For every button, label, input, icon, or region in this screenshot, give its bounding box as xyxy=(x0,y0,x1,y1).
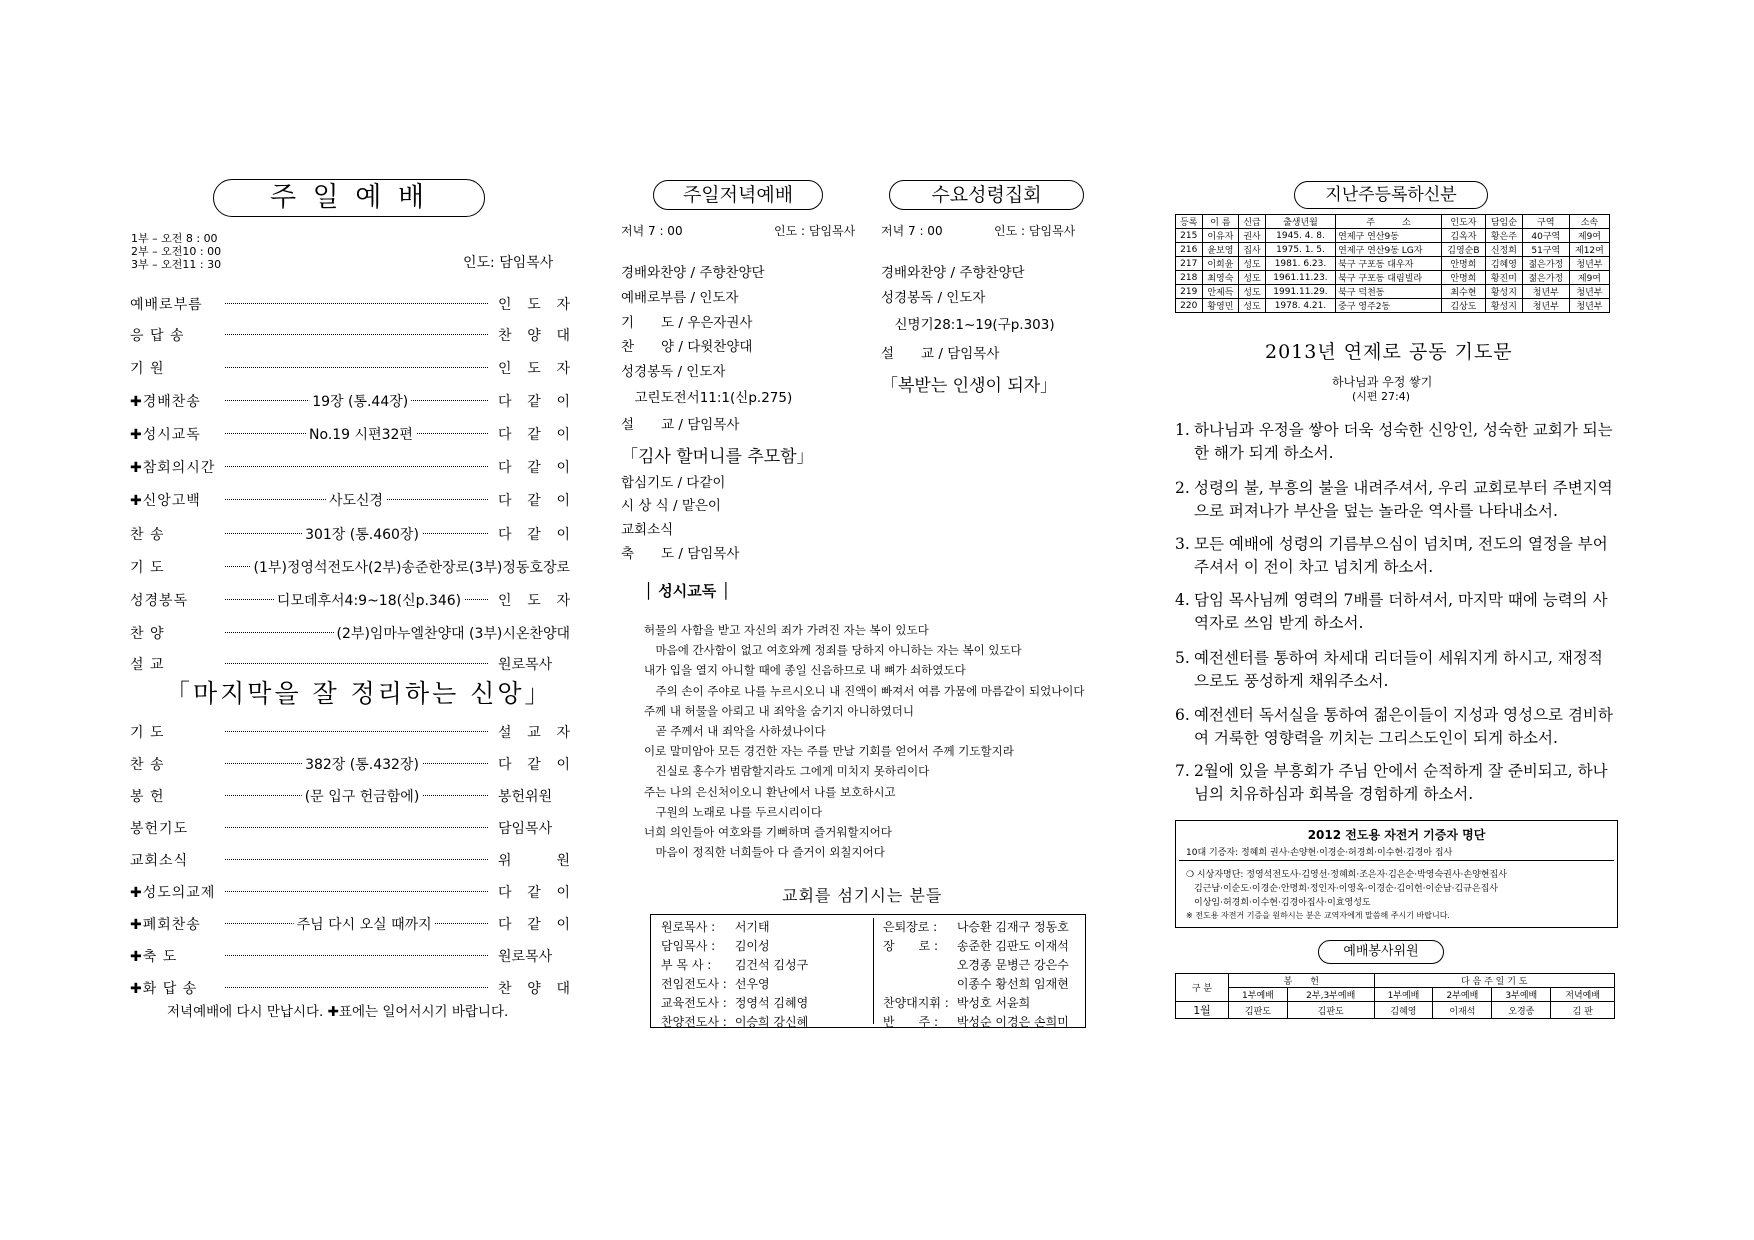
reg-cell: 1991.11.29. xyxy=(1265,285,1335,299)
reg-cell: 북구 구포동 대림빌라 xyxy=(1336,271,1442,285)
reg-row xyxy=(1176,229,1610,243)
order-label: 설 교 xyxy=(130,657,165,673)
prayer-subtitle: 하나님과 우정 쌓기 xyxy=(1332,375,1433,389)
leader-label: 인도: 담임목사 xyxy=(463,255,554,271)
helper-role: 담임목사 : xyxy=(661,939,716,953)
helper-row xyxy=(879,974,1073,993)
helper-names: 나승환 김재구 정동호 xyxy=(956,920,1069,934)
donors-line-1: ❍ 시상자명단: 정영석전도사·김영선·정혜희·조은자·김은순·박영숙권사·손양현집사 xyxy=(1186,870,1507,880)
helper-names: 이승희 강신혜 xyxy=(734,1015,809,1029)
donors-line-2: 김근남·이순도·이경순·안명희·정인자·이영옥·이경순·김이헌·이순남·김규은집사 xyxy=(1194,884,1498,894)
order-label: 찬 양 xyxy=(130,626,165,642)
reg-cell: 황성지 xyxy=(1485,285,1522,299)
reg-cell: 연제구 연산9동 LG자 xyxy=(1336,243,1442,257)
prayer-number: 7. xyxy=(1175,762,1190,780)
helper-role: 부 목 사 : xyxy=(661,958,712,972)
order-detail: 디모데후서4:9~18(신p.346) xyxy=(274,590,464,610)
helper-row xyxy=(879,936,1073,955)
prayer-text: 예전센터를 통하여 차세대 리더들이 세워지게 하시고, 재정적으로도 풍성하게 채워주소서. xyxy=(1194,649,1603,690)
order-label: 찬 송 xyxy=(130,527,165,543)
order-role: 인 도 자 xyxy=(498,297,570,313)
service-times xyxy=(131,232,221,271)
reg-cell: 217 xyxy=(1176,257,1203,271)
reg-cell: 제9여 xyxy=(1569,271,1609,285)
duty-subheader-cell: 3부예배 xyxy=(1492,988,1551,1002)
reg-cell: 219 xyxy=(1176,285,1203,299)
prayer-number: 6. xyxy=(1175,706,1190,724)
order-detail: (1부)정영석전도사(2부)송준한장로(3부)정동호장로 xyxy=(251,557,570,577)
reading-line: 주의 손이 주야로 나를 누르시오니 내 진액이 빠져서 여름 가뭄에 마름같이 되었나이다 xyxy=(644,683,1085,698)
order-label: 봉 헌 xyxy=(130,789,165,805)
reg-cell: 젊은가정 xyxy=(1522,271,1569,285)
helper-names: 김이성 xyxy=(734,939,770,953)
order-row xyxy=(130,786,570,806)
helper-role: 은퇴장로 : xyxy=(883,920,938,934)
reg-header-row xyxy=(1176,215,1610,229)
order-dots xyxy=(225,466,488,467)
reg-row xyxy=(1176,299,1610,313)
order-label: 기 도 xyxy=(130,560,165,576)
order-row xyxy=(130,325,570,345)
order-detail: No.19 시편32편 xyxy=(306,424,416,444)
reg-cell: 청년부 xyxy=(1569,285,1609,299)
order-label: 응 답 송 xyxy=(130,328,185,344)
program-item: 「복받는 인생이 되자」 xyxy=(881,376,1058,396)
sermon-title: 「마지막을 잘 정리하는 신앙」 xyxy=(165,679,553,708)
helpers-title: 교회를 섬기시는 분들 xyxy=(782,886,943,905)
donors-note: ※ 전도용 자전거 기증을 원하시는 분은 교역자에게 말씀해 주시기 바랍니다. xyxy=(1186,911,1450,920)
order-label: 기 원 xyxy=(130,361,165,377)
order-label: 찬 송 xyxy=(130,757,165,773)
program-item: 찬 양 / 다윗찬양대 xyxy=(621,339,753,355)
duty-subheader-cell: 2부예배 xyxy=(1433,988,1492,1002)
reg-cell: 황은주 xyxy=(1485,229,1522,243)
prayer-number: 4. xyxy=(1175,591,1190,609)
order-row xyxy=(130,294,570,314)
reading-line: 마음에 간사함이 없고 여호와께 정죄를 당하지 아니하는 자는 복이 있도다 xyxy=(644,643,1022,658)
helper-row xyxy=(657,993,812,1012)
helper-role xyxy=(879,974,953,993)
service-time-3: 3부 – 오전11 : 30 xyxy=(131,258,222,271)
prayer-title: 2013년 연제로 공동 기도문 xyxy=(1265,341,1513,363)
prayer-number: 2. xyxy=(1175,479,1190,497)
program-item: 예배로부름 / 인도자 xyxy=(621,290,739,306)
helper-row xyxy=(657,917,812,936)
wednesday-worship-title-box xyxy=(889,180,1084,210)
reg-cell: 청년부 xyxy=(1569,257,1609,271)
reg-row xyxy=(1176,271,1610,285)
program-item: 고린도전서11:1(신p.275) xyxy=(621,390,793,406)
order-detail: (문 입구 헌금함에) xyxy=(302,786,423,806)
order-role: 찬 양 대 xyxy=(498,981,570,997)
reg-cell: 김상도 xyxy=(1441,299,1485,313)
reg-cell: 신정희 xyxy=(1485,243,1522,257)
order-label: ✚축 도 xyxy=(130,949,178,965)
duty-subheader-cell: 저녁예배 xyxy=(1551,988,1615,1002)
duty-title-box xyxy=(1318,940,1444,964)
prayer-item xyxy=(1175,589,1615,635)
helper-names: 오경종 문병근 강은수 xyxy=(956,958,1069,972)
reg-cell: 북구 구포동 대우자 xyxy=(1336,257,1442,271)
program-item: 경배와찬양 / 주향찬양단 xyxy=(881,265,1025,281)
reg-cell: 성도 xyxy=(1239,285,1266,299)
order-row xyxy=(130,818,570,838)
reg-cell: 1981. 6.23. xyxy=(1265,257,1335,271)
reg-cell: 218 xyxy=(1176,271,1203,285)
helper-row xyxy=(657,1012,812,1031)
prayer-item xyxy=(1175,760,1615,806)
helper-role: 반 주 : xyxy=(883,1015,939,1029)
prayer-text: 모든 예배에 성령의 기름부으심이 넘치며, 전도의 열정을 부어주셔서 이 전이 차고 넘치게 하소서. xyxy=(1194,535,1608,576)
order-row xyxy=(130,424,570,444)
duty-cell: 김판도 xyxy=(1229,1002,1288,1019)
reg-cell: 1975. 1. 5. xyxy=(1265,243,1335,257)
reg-cell: 제9여 xyxy=(1569,229,1609,243)
evening-leader: 인도 : 담임목사 xyxy=(774,224,856,238)
helpers-box xyxy=(650,914,1086,1028)
duty-title: 예배봉사위원 xyxy=(1343,944,1419,959)
order-label: 교회소식 xyxy=(130,853,189,869)
helper-role: 찬양전도사 : xyxy=(661,1015,727,1029)
reading-line: 허물의 사함을 받고 자신의 죄가 가려진 자는 복이 있도다 xyxy=(644,623,929,637)
evening-time: 저녁 7 : 00 xyxy=(621,224,683,238)
program-item: 「김사 할머니를 추모함」 xyxy=(621,447,814,467)
order-role: 인 도 자 xyxy=(498,593,570,609)
order-dots xyxy=(225,731,488,732)
duty-subheader-cell: 1부예배 xyxy=(1229,988,1288,1002)
prayer-text: 2월에 있을 부흥회가 주님 안에서 순적하게 잘 준비되고, 하나님의 치유하심과 회복을 경험하게 하소서. xyxy=(1194,762,1608,803)
reg-cell: 젊은가정 xyxy=(1522,257,1569,271)
reg-cell: 1945. 4. 8. xyxy=(1265,229,1335,243)
service-time-1: 1부 – 오전 8 : 00 xyxy=(131,232,218,245)
order-row xyxy=(130,978,570,998)
order-role: 다 같 이 xyxy=(498,493,570,509)
helper-role: 찬양대지휘 : xyxy=(883,996,949,1010)
order-dots xyxy=(225,987,488,988)
service-time-2: 2부 – 오전10 : 00 xyxy=(131,245,222,258)
duty-cell: 김판도 xyxy=(1287,1002,1374,1019)
order-row xyxy=(130,457,570,477)
bicycle-donors-box xyxy=(1175,820,1618,928)
duty-cell: 1월 xyxy=(1176,1002,1229,1019)
reg-cell: 51구역 xyxy=(1522,243,1569,257)
evening-worship-title: 주일저녁예배 xyxy=(682,184,794,206)
program-item: 설 교 / 담임목사 xyxy=(881,346,1000,362)
reg-cell: 220 xyxy=(1176,299,1203,313)
reg-cell: 216 xyxy=(1176,243,1203,257)
responsive-reading-title: │ 성시교독 │ xyxy=(644,582,731,600)
prayer-number: 1. xyxy=(1175,421,1190,439)
program-item: 신명기28:1~19(구p.303) xyxy=(881,317,1055,333)
reading-line: 구원의 노래로 나를 두르시리이다 xyxy=(644,804,822,819)
order-label: ✚성시교독 xyxy=(130,427,201,443)
order-row xyxy=(130,623,570,643)
order-dots xyxy=(225,367,488,368)
order-row xyxy=(130,654,570,674)
reg-cell: 김옥자 xyxy=(1441,229,1485,243)
helper-row xyxy=(657,955,812,974)
helpers-divider xyxy=(873,918,874,1024)
reading-line: 주는 나의 은신처이오니 환난에서 나를 보호하시고 xyxy=(644,784,896,799)
reg-cell: 북구 덕천동 xyxy=(1336,285,1442,299)
registration-table xyxy=(1175,214,1610,313)
reg-cell: 최영숙 xyxy=(1202,271,1239,285)
donors-line-3: 이상임·허경희·이수현·김경아집사·이효영성도 xyxy=(1194,898,1371,908)
program-item: 합심기도 / 다같이 xyxy=(621,475,726,491)
wednesday-worship-title: 수요성령집회 xyxy=(931,184,1042,206)
helper-names: 선우영 xyxy=(734,977,770,991)
order-label: ✚폐회찬송 xyxy=(130,917,201,933)
helpers-left xyxy=(657,917,812,1031)
order-role: 다 같 이 xyxy=(498,885,570,901)
helper-names: 정영석 김혜영 xyxy=(734,996,809,1010)
order-role: 다 같 이 xyxy=(498,460,570,476)
prayer-number: 5. xyxy=(1175,649,1190,667)
order-label: 기 도 xyxy=(130,725,165,741)
duty-subheader-cell: 2부,3부예배 xyxy=(1287,988,1374,1002)
order-detail: 주님 다시 오실 때까지 xyxy=(294,914,435,934)
prayer-text: 하나님과 우정을 쌓아 더욱 성숙한 신앙인, 성숙한 교회가 되는 한 해가 되게 하소서. xyxy=(1194,421,1613,462)
prayer-item xyxy=(1175,533,1615,579)
reg-cell: 1961.11.23. xyxy=(1265,271,1335,285)
order-label: 봉헌기도 xyxy=(130,821,189,837)
order-label: ✚경배찬송 xyxy=(130,394,201,410)
order-row xyxy=(130,391,570,411)
reg-cell: 연제구 연산9동 xyxy=(1336,229,1442,243)
reg-header-cell: 주 소 xyxy=(1336,215,1442,229)
helper-names: 송준한 김판도 이재석 xyxy=(956,939,1069,953)
order-label: 예배로부름 xyxy=(130,297,203,313)
helper-row xyxy=(879,993,1073,1012)
reg-cell: 40구역 xyxy=(1522,229,1569,243)
reg-row xyxy=(1176,243,1610,257)
duty-header-cell: 봉 헌 xyxy=(1229,974,1375,988)
reg-row xyxy=(1176,285,1610,299)
order-detail: 사도신경 xyxy=(326,490,386,510)
order-role: 원로목사 xyxy=(498,657,553,673)
order-role: 인 도 자 xyxy=(498,361,570,377)
helper-row xyxy=(657,936,812,955)
order-row xyxy=(130,914,570,934)
helper-row xyxy=(879,917,1073,936)
reading-line: 진실로 홍수가 범람할지라도 그에게 미치지 못하리이다 xyxy=(644,764,930,779)
prayer-text: 예전센터 독서실을 통하여 젊은이들이 지성과 영성으로 겸비하여 거룩한 영향력을 끼치는 그리스도인이 되게 하소서. xyxy=(1194,706,1613,747)
duty-subheader-row xyxy=(1176,988,1615,1002)
order-detail: 301장 (통.460장) xyxy=(302,524,422,544)
program-item: 기 도 / 우은자권사 xyxy=(621,315,753,331)
order-dots xyxy=(225,955,488,956)
helper-role xyxy=(879,955,953,974)
helper-role: 교육전도사 : xyxy=(661,996,727,1010)
helper-names: 이종수 황선희 임재현 xyxy=(956,977,1069,991)
prayer-item xyxy=(1175,419,1615,465)
sunday-worship-title: 주 일 예 배 xyxy=(269,182,429,213)
reg-cell: 이유자 xyxy=(1202,229,1239,243)
duty-row xyxy=(1176,1002,1615,1019)
order-label: ✚신앙고백 xyxy=(130,493,201,509)
prayer-item xyxy=(1175,477,1615,523)
reg-cell: 성도 xyxy=(1239,271,1266,285)
order-role: 원로목사 xyxy=(498,949,553,965)
helper-role: 원로목사 : xyxy=(661,920,716,934)
reg-cell: 청년부 xyxy=(1569,299,1609,313)
helper-role: 전임전도사 : xyxy=(661,977,727,991)
reading-line: 곧 주께서 내 죄악을 사하셨나이다 xyxy=(644,724,826,738)
order-label: ✚화 답 송 xyxy=(130,981,198,997)
duty-cell: 이재석 xyxy=(1433,1002,1492,1019)
reg-cell: 제12여 xyxy=(1569,243,1609,257)
reg-cell: 황영민 xyxy=(1202,299,1239,313)
reading-line: 너희 의인들아 여호와를 기뻐하며 즐거워할지어다 xyxy=(644,825,892,839)
order-row xyxy=(130,946,570,966)
reg-cell: 성도 xyxy=(1239,257,1266,271)
prayer-item xyxy=(1175,704,1615,750)
bicycle-donors-title: 2012 전도용 자전거 기증자 명단 xyxy=(1307,828,1486,842)
reg-header-cell: 구역 xyxy=(1522,215,1569,229)
reg-header-cell: 등록 xyxy=(1176,215,1203,229)
order-role: 설 교 자 xyxy=(498,725,570,741)
reg-cell: 안명희 xyxy=(1441,271,1485,285)
reg-cell: 권사 xyxy=(1239,229,1266,243)
helper-row xyxy=(879,1012,1073,1031)
duty-cell: 김 판 xyxy=(1551,1002,1615,1019)
order-row xyxy=(130,590,570,610)
program-item: 성경봉독 / 인도자 xyxy=(621,364,726,380)
order-role: 찬 양 대 xyxy=(498,328,570,344)
prayer-text: 담임 목사님께 영력의 7배를 더하셔서, 마지막 때에 능력의 사역자로 쓰임 받게 하소서. xyxy=(1194,591,1608,632)
order-row xyxy=(130,722,570,742)
prayer-item xyxy=(1175,647,1615,693)
order-dots xyxy=(225,891,488,892)
reading-line: 주께 내 허물을 아뢰고 내 죄악을 숨기지 아니하였더니 xyxy=(644,703,914,718)
order-row xyxy=(130,850,570,870)
wed-time: 저녁 7 : 00 xyxy=(881,224,943,238)
sunday-worship-title-box xyxy=(213,179,485,217)
reg-cell: 1978. 4.21. xyxy=(1265,299,1335,313)
reg-cell: 집사 xyxy=(1239,243,1266,257)
helper-names: 박성순 이경은 손희미 xyxy=(956,1015,1069,1029)
donors-divider xyxy=(1179,860,1614,861)
reading-line: 마음이 정직한 너희들아 다 즐거이 외칠지어다 xyxy=(644,845,885,860)
order-role: 다 같 이 xyxy=(498,427,570,443)
reg-cell: 김혜영 xyxy=(1485,257,1522,271)
program-item: 시 상 식 / 맡은이 xyxy=(621,498,721,514)
reg-header-cell: 인도자 xyxy=(1441,215,1485,229)
helpers-right xyxy=(879,917,1073,1031)
reg-cell: 청년부 xyxy=(1522,285,1569,299)
order-dots xyxy=(225,303,488,304)
order-dots xyxy=(225,827,488,828)
reg-cell: 윤보영 xyxy=(1202,243,1239,257)
reg-cell: 최수현 xyxy=(1441,285,1485,299)
duty-cell: 김혜영 xyxy=(1374,1002,1433,1019)
order-role: 다 같 이 xyxy=(498,527,570,543)
reg-cell: 215 xyxy=(1176,229,1203,243)
order-detail: (2부)임마누엘찬양대 (3부)시온찬양대 xyxy=(334,623,570,643)
helper-names: 서기태 xyxy=(734,920,770,934)
reg-cell: 성도 xyxy=(1239,299,1266,313)
order-row xyxy=(130,754,570,774)
order-dots xyxy=(225,663,488,664)
order-role: 위 원 xyxy=(498,853,570,869)
reg-cell: 이희윤 xyxy=(1202,257,1239,271)
helper-role: 장 로 : xyxy=(883,939,939,953)
footer-note: 저녁예배에 다시 만납시다. ✚표에는 일어서시기 바랍니다. xyxy=(167,1004,509,1020)
wed-leader: 인도 : 담임목사 xyxy=(994,224,1076,238)
order-detail: 382장 (통.432장) xyxy=(302,754,422,774)
order-row xyxy=(130,557,570,577)
duty-header-cell: 다 음 주 일 기 도 xyxy=(1374,974,1614,988)
prayer-reference: (시편 27:4) xyxy=(1352,390,1411,403)
order-row xyxy=(130,524,570,544)
reg-row xyxy=(1176,257,1610,271)
duty-table xyxy=(1175,973,1615,1019)
program-item: 성경봉독 / 인도자 xyxy=(881,290,986,306)
registration-title-box xyxy=(1294,181,1488,209)
registration-title: 지난주등록하신분 xyxy=(1325,185,1457,205)
order-role: 봉헌위원 xyxy=(498,789,553,805)
order-row xyxy=(130,882,570,902)
order-role: 다 같 이 xyxy=(498,917,570,933)
reg-cell: 중구 영주2동 xyxy=(1336,299,1442,313)
order-detail: 19장 (통.44장) xyxy=(309,391,411,411)
prayer-number: 3. xyxy=(1175,535,1190,553)
reg-header-cell: 신급 xyxy=(1239,215,1266,229)
order-dots xyxy=(225,334,488,335)
reading-line: 이로 말미암아 모든 경건한 자는 주를 만날 기회를 얻어서 주께 기도할지라 xyxy=(644,744,1014,759)
helper-row xyxy=(657,974,812,993)
program-item: 축 도 / 담임목사 xyxy=(621,546,740,562)
order-row xyxy=(130,358,570,378)
order-row xyxy=(130,490,570,510)
evening-worship-title-box xyxy=(653,180,823,210)
program-item: 교회소식 xyxy=(621,522,674,538)
program-item: 설 교 / 담임목사 xyxy=(621,417,740,433)
order-label: ✚성도의교제 xyxy=(130,885,216,901)
reg-cell: 안명희 xyxy=(1441,257,1485,271)
reg-cell: 김영순B xyxy=(1441,243,1485,257)
donors-top10: 10대 기증자: 정혜희 권사·손양현·이경순·허경희·이수현·김경아 집사 xyxy=(1186,848,1453,858)
reg-cell: 황성지 xyxy=(1485,299,1522,313)
order-role: 다 같 이 xyxy=(498,757,570,773)
reg-header-cell: 소속 xyxy=(1569,215,1609,229)
duty-header-row xyxy=(1176,974,1615,988)
program-item: 경배와찬양 / 주향찬양단 xyxy=(621,265,765,281)
prayer-text: 성령의 불, 부흥의 불을 내려주셔서, 우리 교회로부터 주변지역으로 퍼져나가 부산을 덮는 놀라운 역사를 나타내소서. xyxy=(1194,479,1613,520)
reg-cell: 안제득 xyxy=(1202,285,1239,299)
order-dots xyxy=(225,859,488,860)
order-label: ✚참회의시간 xyxy=(130,460,216,476)
reg-header-cell: 이 름 xyxy=(1202,215,1239,229)
order-role: 담임목사 xyxy=(498,821,553,837)
helper-names: 박성호 서윤희 xyxy=(956,996,1031,1010)
duty-header-cell: 구 분 xyxy=(1176,974,1229,1002)
helper-row xyxy=(879,955,1073,974)
order-role: 다 같 이 xyxy=(498,394,570,410)
reg-header-cell: 출생년월 xyxy=(1265,215,1335,229)
reading-line: 내가 입을 열지 아니할 때에 종일 신음하므로 내 뼈가 쇠하였도다 xyxy=(644,663,966,678)
helper-names: 김건석 김성구 xyxy=(734,958,809,972)
reg-cell: 청년부 xyxy=(1522,299,1569,313)
order-label: 성경봉독 xyxy=(130,593,189,609)
duty-subheader-cell: 1부예배 xyxy=(1374,988,1433,1002)
reg-cell: 황진미 xyxy=(1485,271,1522,285)
reg-header-cell: 담임순 xyxy=(1485,215,1522,229)
duty-cell: 오경종 xyxy=(1492,1002,1551,1019)
